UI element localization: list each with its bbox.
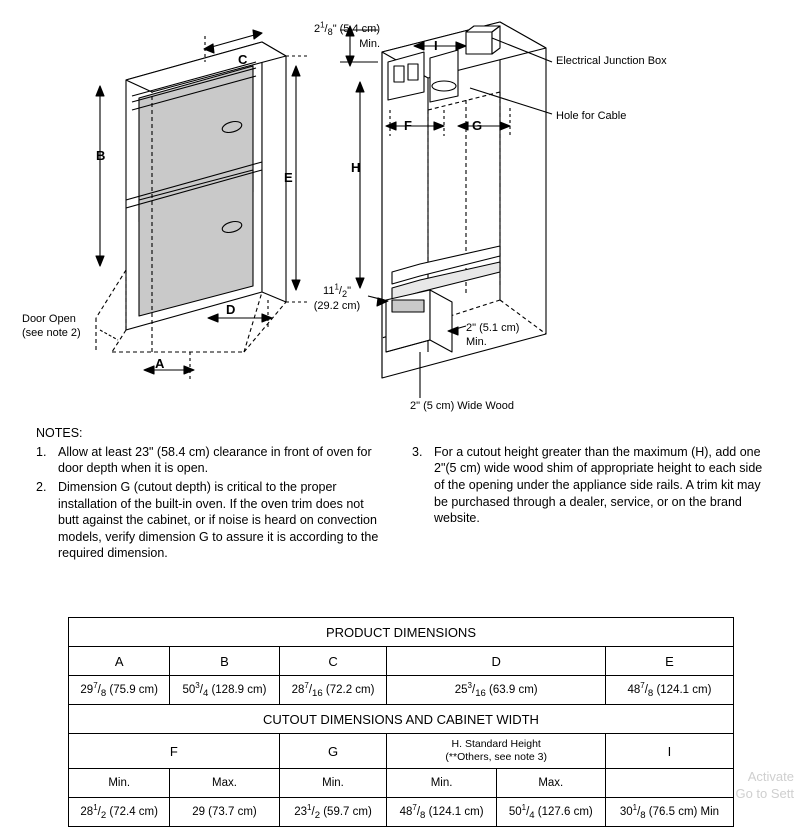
product-dimensions-title: PRODUCT DIMENSIONS	[69, 618, 734, 647]
value-e: $48^7/_8$ (124.1 cm)	[605, 676, 733, 705]
label-f: F	[404, 118, 412, 133]
watermark: Activate Go to Sett	[735, 769, 794, 802]
label-b: B	[96, 148, 106, 163]
value-h-min: $48^7/_8$ (124.1 cm)	[387, 798, 496, 827]
table-row	[69, 798, 734, 827]
label-c: C	[238, 52, 248, 67]
col-header-b: B	[170, 647, 279, 676]
wide-wood-label: 2" (5 cm) Wide Wood	[410, 400, 514, 412]
value-g-min: $23^1/_2$ (59.7 cm)	[279, 798, 387, 827]
subheader-h-max: Max.	[496, 769, 605, 798]
top-clearance-dim: $2^1/_8$" (5.4 cm) Min.	[313, 20, 380, 51]
note-text: Dimension G (cutout depth) is critical to the proper installation of the built-in oven. If the oven trim does not butt against the cabinet, or if noise is heard on convection models, verify dimension G to assure it is according to the required dimension.	[58, 479, 379, 561]
label-a: A	[155, 356, 165, 371]
notes-column-right	[412, 444, 764, 564]
value-b: $50^3/_4$ (128.9 cm)	[170, 676, 279, 705]
value-f-min: $28^1/_2$ (72.4 cm)	[69, 798, 170, 827]
subheader-g-min: Min.	[279, 769, 387, 798]
note-text: Allow at least 23" (58.4 cm) clearance in front of oven for door depth when it is open.	[58, 444, 372, 476]
note-item	[36, 444, 388, 477]
subheader-f-min: Min.	[69, 769, 170, 798]
notes-column-left	[36, 444, 388, 564]
note-item	[412, 444, 764, 527]
dimensions-table	[68, 617, 734, 827]
value-a: $29^7/_8$ (75.9 cm)	[69, 676, 170, 705]
value-f-max: 29 (73.7 cm)	[170, 798, 279, 827]
note-number: 1.	[36, 444, 47, 459]
label-i: I	[434, 38, 438, 53]
table-row	[69, 705, 734, 734]
value-c: $28^7/_{16}$ (72.2 cm)	[279, 676, 387, 705]
hole-for-cable-label: Hole for Cable	[556, 110, 627, 122]
note-text: For a cutout height greater than the maximum (H), add one 2"(5 cm) wide wood shim of appropriate height to each side of the opening under the appliance side rails. A trim kit may be purchased through a dealer, service, or on the brand website.	[434, 444, 763, 526]
label-e: E	[284, 170, 293, 185]
table-row	[69, 647, 734, 676]
subheader-i-blank	[605, 769, 733, 798]
note-number: 2.	[36, 479, 47, 494]
table-row	[69, 769, 734, 798]
cutout-dimensions-title: CUTOUT DIMENSIONS AND CABINET WIDTH	[69, 705, 734, 734]
col-header-a: A	[69, 647, 170, 676]
col-header-c: C	[279, 647, 387, 676]
value-d: $25^3/_{16}$ (63.9 cm)	[387, 676, 605, 705]
note-number: 3.	[412, 444, 423, 459]
col-header-i: I	[605, 734, 733, 769]
table-row	[69, 734, 734, 769]
value-h-max: $50^1/_4$ (127.6 cm)	[496, 798, 605, 827]
subheader-f-max: Max.	[170, 769, 279, 798]
col-header-h: H. Standard Height (**Others, see note 3)	[387, 734, 605, 769]
col-header-f: F	[69, 734, 280, 769]
label-h: H	[351, 160, 361, 175]
door-open-label: Door Open (see note 2)	[22, 313, 81, 339]
bottom-clearance-dim: 2" (5.1 cm) Min.	[466, 322, 520, 348]
label-g: G	[472, 118, 483, 133]
col-header-g: G	[279, 734, 387, 769]
notes-title: NOTES:	[36, 426, 83, 440]
table-row	[69, 618, 734, 647]
note-item	[36, 479, 388, 562]
notes-section	[36, 425, 766, 564]
col-header-e: E	[605, 647, 733, 676]
table-row	[69, 676, 734, 705]
subheader-h-min: Min.	[387, 769, 496, 798]
electrical-junction-box-label: Electrical Junction Box	[556, 55, 667, 67]
value-i: $30^1/_8$ (76.5 cm) Min	[605, 798, 733, 827]
label-d: D	[226, 302, 236, 317]
bottom-left-dim: $11^1/_2$" (29.2 cm)	[313, 282, 361, 313]
col-header-d: D	[387, 647, 605, 676]
